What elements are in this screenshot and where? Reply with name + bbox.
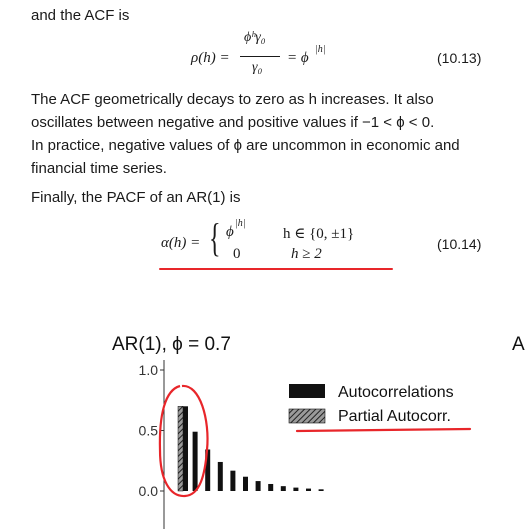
legend-label-autocorrelations: Autocorrelations	[338, 384, 454, 401]
bar-autocorrelation	[293, 488, 298, 491]
legend-label-partial-autocorr: Partial Autocorr.	[338, 408, 451, 425]
eq1-numerator: ϕʰγ₀	[244, 30, 266, 45]
legend-swatch-autocorrelations	[289, 384, 325, 398]
eq2-case2-condition: h ≥ 2	[291, 246, 322, 262]
y-tick-label: 0.5	[138, 422, 158, 439]
eq1-number: (10.13)	[437, 50, 482, 66]
y-tick-label: 0.0	[138, 483, 158, 499]
para1-line1: The ACF geometrically decays to zero as h increases. It also	[31, 91, 434, 108]
bar-autocorrelation	[243, 477, 248, 491]
eq2-lhs: α(h) =	[161, 235, 201, 251]
bar-autocorrelation	[319, 489, 324, 491]
eq1-fraction-bar	[240, 56, 280, 57]
eq2-case1-value: ϕ	[226, 224, 234, 240]
eq2-brace: {	[209, 215, 221, 260]
eq1-rhs-exponent: |h|	[315, 44, 326, 55]
eq1-lhs: ρ(h) =	[191, 50, 230, 66]
para1-line2: oscillates between negative and positive values if −1 < ϕ < 0.	[31, 114, 435, 131]
eq2-case2-value: 0	[233, 246, 241, 262]
eq1-rhs: = ϕ	[287, 50, 309, 66]
eq1-denominator: γ₀	[252, 60, 263, 75]
intro-text: and the ACF is	[31, 7, 130, 24]
eq2-case1-exponent: |h|	[235, 218, 246, 229]
bar-autocorrelation	[306, 489, 311, 491]
y-tick-label: 1.0	[138, 362, 158, 378]
bar-autocorrelation	[256, 481, 261, 491]
y-tick-labels	[139, 362, 159, 499]
para1-line4: financial time series.	[31, 160, 167, 177]
para1-line3: In practice, negative values of ϕ are uncommon in economic and	[31, 137, 460, 154]
bar-autocorrelation	[268, 484, 273, 491]
legend-swatch-partial-autocorr	[289, 409, 325, 423]
bar-autocorrelation	[193, 432, 198, 491]
chart-title: AR(1), ϕ = 0.7	[112, 334, 231, 355]
annotation-underline-eq2	[159, 268, 393, 270]
para2-text: Finally, the PACF of an AR(1) is	[31, 189, 241, 206]
chart-side-label: A	[512, 334, 525, 355]
acf-pacf-chart	[0, 300, 530, 529]
bar-autocorrelation	[183, 406, 188, 491]
chart-legend	[289, 384, 454, 425]
bar-autocorrelation	[230, 471, 235, 491]
eq2-number: (10.14)	[437, 236, 482, 252]
eq2-case1-condition: h ∈ {0, ±1}	[283, 226, 355, 242]
bar-autocorrelation	[218, 462, 223, 491]
bar-autocorrelation	[281, 486, 286, 491]
annotation-underline-legend	[297, 429, 470, 431]
bar-partial-autocorr	[178, 406, 183, 491]
